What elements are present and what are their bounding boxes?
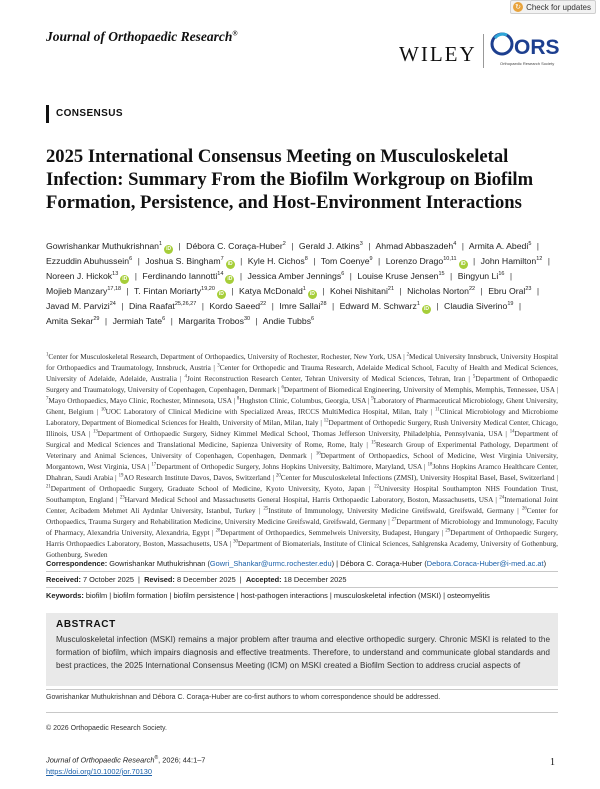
author [488, 286, 531, 296]
affiliation: $^{11}$Clinical Microbiology and Microbiome Laboratory, Department of Biomedical Sciences for Health, University of Milan, Milan, Italy [46, 407, 559, 427]
author-affiliation-ref: 1 [416, 301, 420, 308]
article-type-bar [46, 105, 49, 123]
author-affiliation-ref: 19 [507, 301, 514, 308]
author-separator: | [536, 241, 540, 251]
author-name: Joshua S. Bingham [145, 256, 221, 266]
affiliation: $^{20}$Center for Musculoskeletal Infections (ZMSI), University Hospital Basel, Basel, Switzerland [276, 473, 555, 482]
affiliation: $^{24}$International Joint Center, Acibadem Mehmet Ali Aydınlar University, Istanbul, Turkey [46, 495, 559, 515]
author-separator: | [134, 271, 137, 281]
author [407, 286, 475, 296]
author [386, 256, 468, 266]
abstract-heading: ABSTRACT [56, 619, 116, 630]
affiliation: $^{30}$Department of Biomaterials, Institute of Clinical Sciences, Sahlgrenska Academy, University of Gothenburg, Gothenburg, Sweden [46, 539, 558, 559]
author-separator: | [170, 316, 173, 326]
author-name: Claudia Siverino [444, 301, 508, 311]
author-separator: | [436, 301, 439, 311]
author [469, 241, 531, 251]
author-separator: | [137, 256, 140, 266]
author [330, 286, 394, 296]
author-affiliation-ref: 5 [528, 241, 532, 248]
author-affiliation-ref: 13 [112, 271, 119, 278]
author [129, 301, 196, 311]
affiliation: $^6$Department of Biomedical Engineering, University of Memphis, Memphis, Tennessee, USA [281, 385, 555, 394]
author-name: Gowrishankar Muthukrishnan [46, 241, 159, 251]
author-separator: | [239, 271, 243, 281]
author [357, 271, 444, 281]
orcid-icon[interactable]: iD [460, 261, 466, 267]
abstract-box [46, 613, 558, 686]
author [375, 241, 456, 251]
orcid-icon[interactable]: iD [227, 276, 233, 282]
divider [46, 689, 558, 690]
orcid-icon[interactable]: iD [218, 291, 224, 297]
author-affiliation-ref: 2 [282, 241, 286, 248]
author-name: Débora C. Coraça-Huber [186, 241, 283, 251]
affiliation: $^{17}$Department of Orthopedic Surgery, Johns Hopkins University, Baltimore, Maryland, USA [151, 462, 422, 471]
abstract-text: Musculoskeletal infection (MSKI) remains a major problem after trauma and elective orthopedic surgery. Chronic MSKI is related to the formation of biofilm, which impairs diagnosis and effective treatments. Therefore, to understand and communicate global standards and best practices, the 2025 International Consensus Meeting (ICM) on MSKI created a Biofilm Section to address crucial aspects of [56, 635, 550, 670]
author-separator: | [480, 286, 483, 296]
author [142, 271, 234, 281]
orcid-icon[interactable]: iD [227, 261, 233, 267]
correspondence: Correspondence: Gowrishankar Muthukrishnan (Gowri_Shankar@urmc.rochester.edu) | Débora C. Coraça-Huber (Debora.Coraca-Huber@i-med.ac.at) [46, 559, 547, 568]
article-title: 2025 International Consensus Meeting on Musculoskeletal Infection: Summary From the Biofilm Workgroup on Biofilm Formation, Persistence, and Host-Environment Interactions [46, 146, 534, 213]
author-affiliation-ref: 1 [302, 286, 306, 293]
affiliation: $^{16}$Department of Orthopaedics, School of Medicine, West Virginia University, Morgantown, West Virginia, USA [46, 451, 559, 471]
author-name: Amita Sekar [46, 316, 94, 326]
article-dates: Received: 7 October 2025 | Revised: 8 December 2025 | Accepted: 18 December 2025 [46, 575, 347, 584]
author-name: Mojieb Manzary [46, 286, 108, 296]
check-for-updates-button[interactable] [510, 0, 596, 14]
author [248, 271, 345, 281]
author-affiliation-ref: 24 [109, 301, 116, 308]
author-name: Nicholas Norton [407, 286, 469, 296]
journal-title: Journal of Orthopaedic Research® [46, 29, 238, 44]
author [178, 316, 250, 326]
author-separator: | [368, 241, 371, 251]
author-affiliation-ref: 22 [260, 301, 267, 308]
author-name: Ahmad Abbaszadeh [375, 241, 454, 251]
orcid-icon[interactable]: iD [166, 246, 172, 252]
author-name: Katya McDonald [239, 286, 303, 296]
author-name: Lorenzo Drago [385, 256, 444, 266]
co-first-note: Gowrishankar Muthukrishnan and Débora C. Coraça-Huber are co-first authors to whom correspondence should be addressed. [46, 694, 441, 701]
author [145, 256, 234, 266]
author [299, 241, 363, 251]
author-name: Andie Tubbs [262, 316, 312, 326]
author [46, 286, 121, 296]
affiliation: $^5$Department of Orthopaedic Surgery and Traumatology, University of Copenhagen, Copenhagen, Denmark [46, 374, 559, 394]
divider [46, 712, 558, 713]
affiliation: $^{12}$Department of Orthopedic Surgery, Rush University Medical Center, Chicago, Illinois, USA [46, 418, 558, 438]
affiliation: $^8$Hughston Clinic, Columbus, Georgia, USA [236, 396, 367, 405]
author [113, 316, 166, 326]
affiliation: $^{25}$Institute of Immunology, University Medicine Greifswald, Greifswald, Germany [263, 506, 515, 515]
doi-link[interactable]: https://doi.org/10.1002/jor.70130 [46, 767, 153, 776]
author-name: Noreen J. Hickok [46, 271, 113, 281]
affiliation: $^{22}$University Hospital Southampton NHS Foundation Trust, Southampton, England [46, 484, 558, 504]
author-affiliation-ref: 15 [438, 271, 445, 278]
affiliation: $^{27}$Department of Microbiology and Immunology, Faculty of Pharmacy, Alexandria University, Alexandria, Egypt [46, 517, 559, 537]
article-type: CONSENSUS [56, 108, 123, 119]
author-name: Kordo Saeed [209, 301, 261, 311]
author-affiliation-ref: 23 [525, 286, 532, 293]
author-name: Ferdinando Iannotti [142, 271, 218, 281]
logo-divider [483, 34, 484, 68]
affiliation: $^{15}$Research Group of Experimental Pathology, Department of Veterinary and Animal Sciences, University of Copenhagen, Copenhagen, Denmark [46, 440, 559, 460]
affiliation: $^{23}$Harvard Medical School and Massachusetts General Hospital, Harris Orthopaedic Laboratory, Boston, Massachusetts, USA [119, 495, 493, 504]
author-affiliation-ref: 1 [159, 241, 163, 248]
author [239, 286, 317, 296]
author-separator: | [121, 301, 124, 311]
affiliation: $^1$Center for Musculoskeletal Research, Department of Orthopaedics, University of Rochester, Rochester, New York, USA [46, 352, 402, 361]
affiliation: $^{26}$Center for Orthopaedics, Trauma Surgery and Rehabilitation Medicine, University Medicine Greifswald, Greifswald, Germany [46, 506, 558, 526]
author-separator: | [461, 241, 464, 251]
author-separator: | [472, 256, 476, 266]
author-affiliation-ref: 4 [453, 241, 457, 248]
author-affiliation-ref: 12 [536, 256, 543, 263]
author-separator: | [450, 271, 453, 281]
author-separator: | [378, 256, 381, 266]
affiliation: $^{18}$Johns Hopkins Aramco Healthcare Center, Dhahran, Saudi Arabia [46, 462, 558, 482]
orcid-icon[interactable]: iD [122, 276, 128, 282]
author-separator: | [322, 286, 325, 296]
author-affiliation-ref: 17,18 [107, 286, 122, 293]
author-separator: | [313, 256, 316, 266]
author-separator: | [178, 241, 181, 251]
author-affiliation-ref: 28 [320, 301, 327, 308]
author-list [46, 239, 566, 328]
author [481, 256, 543, 266]
author-affiliation-ref: 21 [387, 286, 395, 293]
affiliation: $^{14}$Department of Surgical and Medical Sciences and Translational Medicine, Sapienza University of Rome, Rome, Italy [46, 429, 559, 449]
author-separator: | [536, 286, 540, 296]
ors-logo-text: ORS [514, 36, 560, 59]
update-icon: ↻ [513, 2, 523, 12]
page-number: 1 [550, 757, 555, 768]
author-separator: | [291, 241, 294, 251]
affiliation: $^{21}$Department of Orthopaedic Surgery, Graduate School of Medicine, Kyoto University, Kyoto, Japan [46, 484, 365, 493]
author-name: Jessica Amber Jennings [247, 271, 342, 281]
author-affiliation-ref: 6 [341, 271, 345, 278]
author-affiliation-ref: 6 [162, 316, 166, 323]
author-name: Ezzuddin Abuhussein [46, 256, 130, 266]
author-name: Tom Coenye [320, 256, 370, 266]
author-separator: | [331, 301, 335, 311]
keywords: Keywords: biofilm | biofilm formation | biofilm persistence | host-pathogen interactions | musculoskeletal infection (MSKI) | osteomyelitis [46, 591, 490, 600]
author [279, 301, 326, 311]
author-separator: | [399, 286, 402, 296]
orcid-icon[interactable]: iD [423, 306, 429, 312]
divider [46, 587, 558, 588]
author-separator: | [271, 301, 274, 311]
author-name: Gerald J. Atkins [298, 241, 360, 251]
author [248, 256, 308, 266]
author-separator: | [201, 301, 204, 311]
author-separator: | [240, 256, 243, 266]
correspondence-email-2[interactable]: Debora.Coraca-Huber@i-med.ac.at [426, 559, 544, 568]
author-affiliation-ref: 6 [129, 256, 133, 263]
author [209, 301, 266, 311]
author [46, 316, 99, 326]
divider [46, 571, 558, 572]
affiliation: $^{13}$Department of Orthopaedic Surgery, Sidney Kimmel Medical School, Thomas Jefferson University, Philadelphia, Pennsylvania, USA [92, 429, 503, 438]
author [458, 271, 505, 281]
author-name: Imre Sallai [279, 301, 321, 311]
affiliation: $^{28}$Department of Orthopaedics, Semmelweis University, Budapest, Hungary [215, 528, 440, 537]
author-affiliation-ref: 6 [311, 316, 315, 323]
affiliation: $^7$Mayo Orthopaedics, Mayo Clinic, Rochester, Minnesota, USA [46, 396, 232, 405]
author-name: John Hamilton [480, 256, 537, 266]
author [46, 301, 116, 311]
author-affiliation-ref: 25,26,27 [174, 301, 197, 308]
author-name: Ebru Oral [488, 286, 526, 296]
affiliation: $^{29}$Department of Orthopaedic Surgery, Harris Orthopaedics Laboratory, Boston, Massachusetts, USA [46, 528, 559, 548]
author [46, 241, 173, 251]
author-name: Bingyun Li [457, 271, 499, 281]
author-name: Javad M. Parvizi [46, 301, 110, 311]
footer-citation: Journal of Orthopaedic Research®, 2026; 44:1–7 [46, 755, 206, 765]
copyright: © 2026 Orthopaedic Research Society. [46, 725, 167, 732]
affiliation: $^4$Joint Reconstruction Research Center, Tehran University of Medical Sciences, Tehran, Iran [184, 374, 466, 383]
author-affiliation-ref: 7 [220, 256, 224, 263]
author [321, 256, 373, 266]
author-affiliation-ref: 10,11 [443, 256, 457, 263]
author-separator: | [349, 271, 352, 281]
author-affiliation-ref: 22 [468, 286, 476, 293]
affiliation: $^9$Laboratory of Pharmaceutical Microbiology, Ghent University, Ghent, Belgium [46, 396, 558, 416]
author-separator: | [255, 316, 258, 326]
author-separator: | [547, 256, 551, 266]
author-affiliation-ref: 30 [243, 316, 251, 323]
affiliations: $^1$Center for Musculoskeletal Research, Department of Orthopaedics, University of Rochester, Rochester, New York, USA | $^2$Medical University Innsbruck, University Hospital for Orthopaedics and Traumatology, Innsbruck, Austria | $^3$Center for Orthopedic and Trauma Research, Adelaide Medical School, Faculty of Health and Medical Sciences, University of Adelaide, Adelaide, Australia | $^4$Joint Reconstruction Research Center, Tehran University of Medical Sciences, Tehran, Iran | $^5$Department of Orthopaedic Surgery and Traumatology, University of Copenhagen, Copenhagen, Denmark | $^6$Department of Biomedical Engineering, University of Memphis, Memphis, Tennessee, USA | $^7$Mayo Orthopaedics, Mayo Clinic, Rochester, Minnesota, USA | $^8$Hughston Clinic, Columbus, Georgia, USA | $^9$Laboratory of Pharmaceutical Microbiology, Ghent University, Ghent, Belgium | $^{10}$UOC Laboratory of Clinical Medicine with Specialized Areas, IRCCS MultiMedica Hospital, Milan, Italy | $^{11}$Clinical Microbiology and Microbiome Laboratory, Department of Biomedical Sciences for Health, University of Milan, Milan, Italy | $^{12}$Department of Orthopedic Surgery, Rush University Medical Center, Chicago, Illinois, USA | $^{13}$Department of Orthopaedic Surgery, Sidney Kimmel Medical School, Thomas Jefferson University, Philadelphia, Pennsylvania, USA | $^{14}$Department of Surgical and Medical Sciences and Translational Medicine, Sapienza University of Rome, Rome, Italy | $^{15}$Research Group of Experimental Pathology, Department of Veterinary and Animal Sciences, University of Copenhagen, Copenhagen, Denmark | $^{16}$Department of Orthopaedics, School of Medicine, West Virginia University, Morgantown, West Virginia, USA | $^{17}$Department of Orthopedic Surgery, Johns Hopkins University, Baltimore, Maryland, USA | $^{18}$Johns Hopkins Aramco Healthcare Center, Dhahran, Saudi Arabia | $^{19}$AO Research Institute Davos, Davos, Switzerland | $^{20}$Center for Musculoskeletal Infections (ZMSI), University Hospital Basel, Basel, Switzerland | $^{21}$Department of Orthopaedic Surgery, Graduate School of Medicine, Kyoto University, Kyoto, Japan | $^{22}$University Hospital Southampton NHS Foundation Trust, Southampton, England | $^{23}$Harvard Medical School and Massachusetts General Hospital, Harris Orthopaedic Laboratory, Boston, Massachusetts, USA | $^{24}$International Joint Center, Acibadem Mehmet Ali Aydınlar University, Istanbul, Turkey | $^{25}$Institute of Immunology, University Medicine Greifswald, Greifswald, Germany | $^{26}$Center for Orthopaedics, Trauma Surgery and Rehabilitation Medicine, University Medicine Greifswald, Greifswald, Germany | $^{27}$Department of Microbiology and Immunology, Faculty of Pharmacy, Alexandria University, Alexandria, Egypt | $^{28}$Department of Orthopaedics, Semmelweis University, Budapest, Hungary | $^{29}$Department of Orthopaedic Surgery, Harris Orthopaedics Laboratory, Boston, Massachusetts, USA | $^{30}$Department of Biomaterials, Institute of Clinical Sciences, Sahlgrenska Academy, University of Gothenburg, Gothenburg, Sweden [46, 352, 559, 559]
author-separator: | [518, 301, 522, 311]
author-name: Armita A. Abedi [468, 241, 529, 251]
wiley-logo: WILEY [399, 42, 477, 66]
affiliation: $^3$Center for Orthopedic and Trauma Research, Adelaide Medical School, Faculty of Health and Medical Sciences, University of Adelaide, Adelaide, Australia [46, 363, 559, 383]
author-affiliation-ref: 3 [359, 241, 363, 248]
author-name: Margarita Trobos [178, 316, 244, 326]
author-affiliation-ref: 19,20 [201, 286, 215, 293]
author-separator: | [104, 316, 108, 326]
author [46, 256, 132, 266]
author [134, 286, 226, 296]
author-affiliation-ref: 29 [93, 316, 100, 323]
orcid-icon[interactable]: iD [309, 291, 315, 297]
author-affiliation-ref: 9 [369, 256, 373, 263]
author [46, 271, 129, 281]
author-separator: | [509, 271, 513, 281]
author-name: Edward M. Schwarz [339, 301, 417, 311]
author-separator: | [231, 286, 234, 296]
author-separator: | [126, 286, 129, 296]
author-name: Dina Raafat [128, 301, 175, 311]
author-affiliation-ref: 8 [304, 256, 308, 263]
author-affiliation-ref: 16 [498, 271, 505, 278]
check-for-updates-label: Check for updates [526, 2, 591, 12]
correspondence-email-1[interactable]: Gowri_Shankar@urmc.rochester.edu [209, 559, 332, 568]
affiliation: $^{10}$UOC Laboratory of Clinical Medicine with Specialized Areas, IRCCS MultiMedica Hospital, Milan, Italy [100, 407, 428, 416]
author [444, 301, 513, 311]
author-name: T. Fintan Moriarty [134, 286, 202, 296]
author-affiliation-ref: 14 [217, 271, 224, 278]
author-name: Kohei Nishitani [329, 286, 388, 296]
author-name: Kyle H. Cichos [247, 256, 305, 266]
author [263, 316, 314, 326]
author-name: Jermiah Tate [112, 316, 163, 326]
affiliation: $^2$Medical University Innsbruck, University Hospital for Orthopaedics and Traumatology, Innsbruck, Austria [46, 352, 559, 372]
ors-society-name: Orthopaedic Research Society [500, 61, 555, 66]
author-name: Louise Kruse Jensen [357, 271, 439, 281]
author [186, 241, 286, 251]
affiliation: $^{19}$AO Research Institute Davos, Davos, Switzerland [118, 473, 271, 482]
author [340, 301, 431, 311]
